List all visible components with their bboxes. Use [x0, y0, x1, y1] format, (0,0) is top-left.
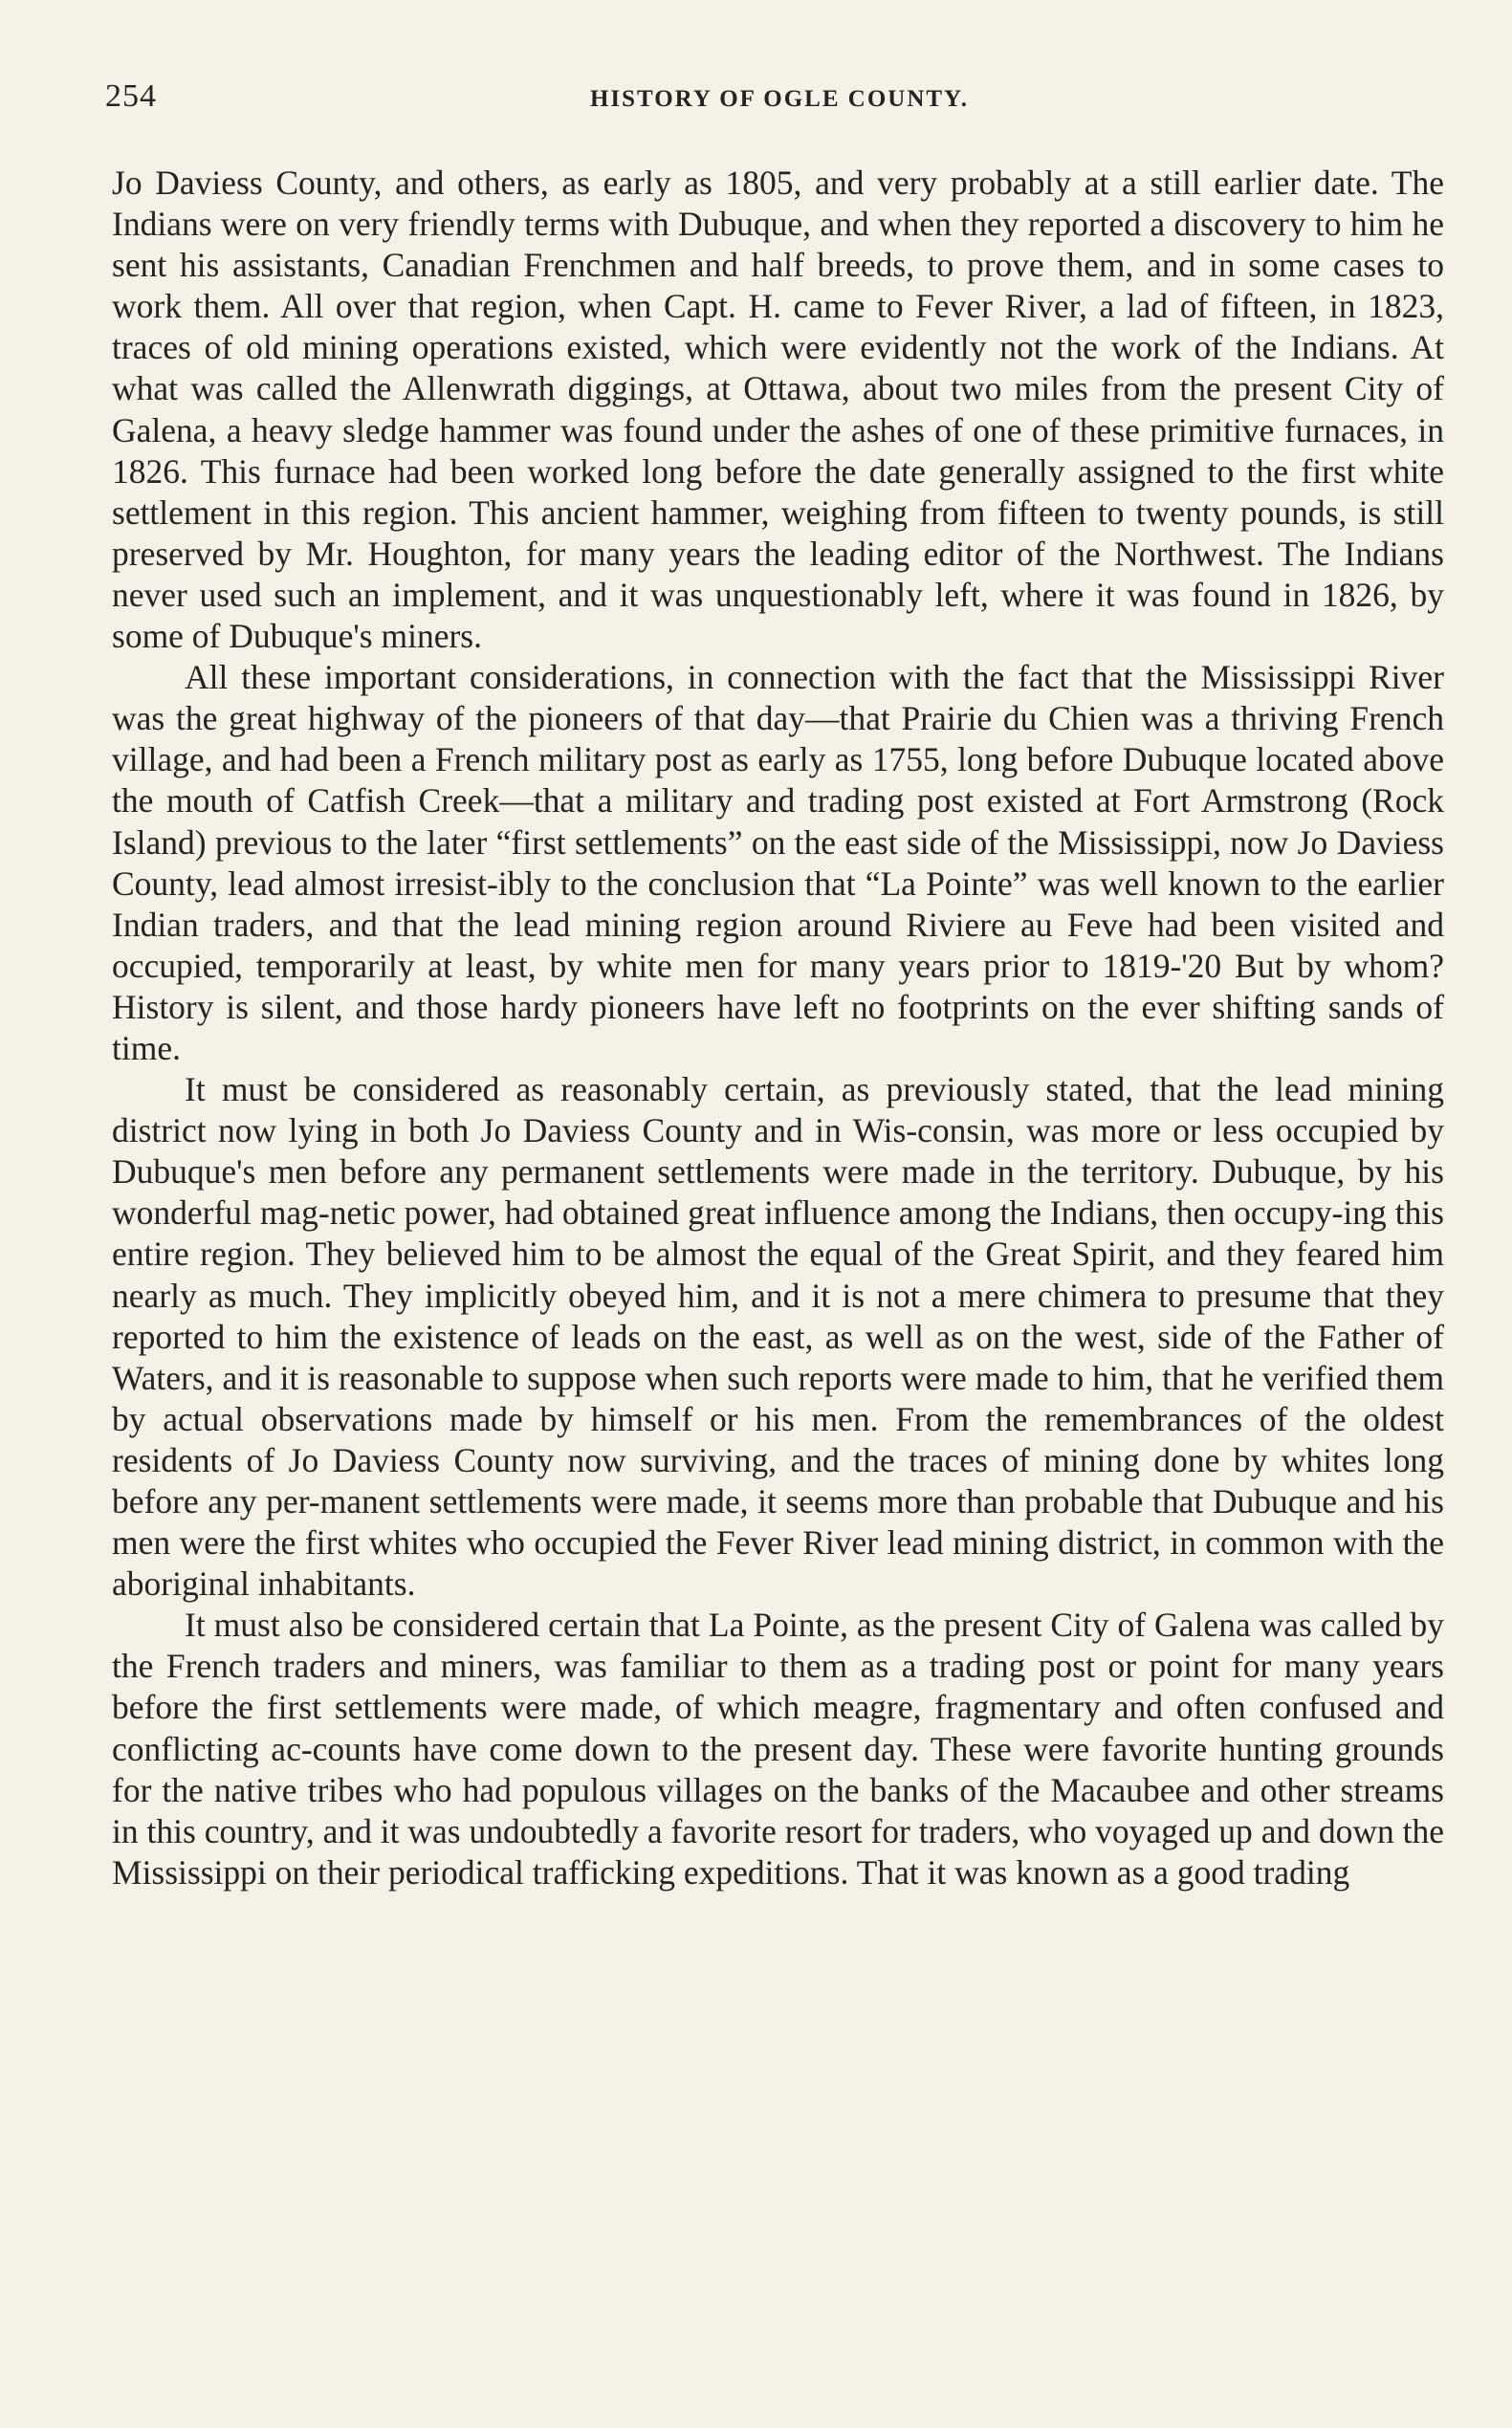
paragraph: It must be considered as reasonably certain, as previously stated, that the lead mining district now lying in both Jo Daviess County and in Wis-consin, was more or less occupied by Dubuque's men before any permanent settlements were made in the territory. Dubuque, by his wonderful mag-netic power, had obtained great influence among the Indians, then occupy-ing this entire region. They believed him to be almost the equal of the Great Spirit, and they feared him nearly as much. They implicitly obeyed him, and it is not a mere chimera to presume that they reported to him the existence of leads on the east, as well as on the west, side of the Father of Waters, and it is reasonable to suppose when such reports were made to him, that he verified them by actual observations made by himself or his men. From the remembrances of the oldest residents of Jo Daviess County now surviving, and the traces of mining done by whites long before any per-manent settlements were made, it seems more than probable that Dubuque and his men were the first whites who occupied the Fever River lead mining district, in common with the aboriginal inhabitants.: [112, 1070, 1444, 1604]
page-number: 254: [105, 78, 157, 114]
page-header: [105, 78, 1454, 117]
paragraph: All these important considerations, in connection with the fact that the Mississippi River was the great highway of the pioneers of that day—that Prairie du Chien was a thriving French village, and had been a French military post as early as 1755, long before Dubuque located above the mouth of Catfish Creek—that a military and trading post existed at Fort Armstrong (Rock Island) previous to the later “first settlements” on the east side of the Mississippi, now Jo Daviess County, lead almost irresist-ibly to the conclusion that “La Pointe” was well known to the earlier Indian traders, and that the lead mining region around Riviere au Feve had been visited and occupied, temporarily at least, by white men for many years prior to 1819-'20 But by whom? History is silent, and those hardy pioneers have left no footprints on the ever shifting sands of time.: [112, 658, 1444, 1067]
paragraph: Jo Daviess County, and others, as early as 1805, and very probably at a still earlier date. The Indians were on very friendly terms with Dubuque, and when they reported a discovery to him he sent his assistants, Canadian Frenchmen and half breeds, to prove them, and in some cases to work them. All over that region, when Capt. H. came to Fever River, a lad of fifteen, in 1823, traces of old mining operations existed, which were evidently not the work of the Indians. At what was called the Allenwrath diggings, at Ottawa, about two miles from the present City of Galena, a heavy sledge hammer was found under the ashes of one of these primitive furnaces, in 1826. This furnace had been worked long before the date generally assigned to the first white settlement in this region. This ancient hammer, weighing from fifteen to twenty pounds, is still preserved by Mr. Houghton, for many years the leading editor of the Northwest. The Indians never used such an implement, and it was unquestionably left, where it was found in 1826, by some of Dubuque's miners.: [112, 164, 1444, 656]
paragraph: It must also be considered certain that La Pointe, as the present City of Galena was called by the French traders and miners, was familiar to them as a trading post or point for many years before the first settlements were made, of which meagre, fragmentary and often confused and conflicting ac-counts have come down to the present day. These were favorite hunting grounds for the native tribes who had populous villages on the banks of the Macaubee and other streams in this country, and it was undoubtedly a favorite resort for traders, who voyaged up and down the Mississippi on their periodical trafficking expeditions. That it was known as a good trading: [112, 1606, 1444, 1892]
running-head: HISTORY OF OGLE COUNTY.: [589, 86, 970, 112]
body-text: [112, 163, 1444, 1893]
